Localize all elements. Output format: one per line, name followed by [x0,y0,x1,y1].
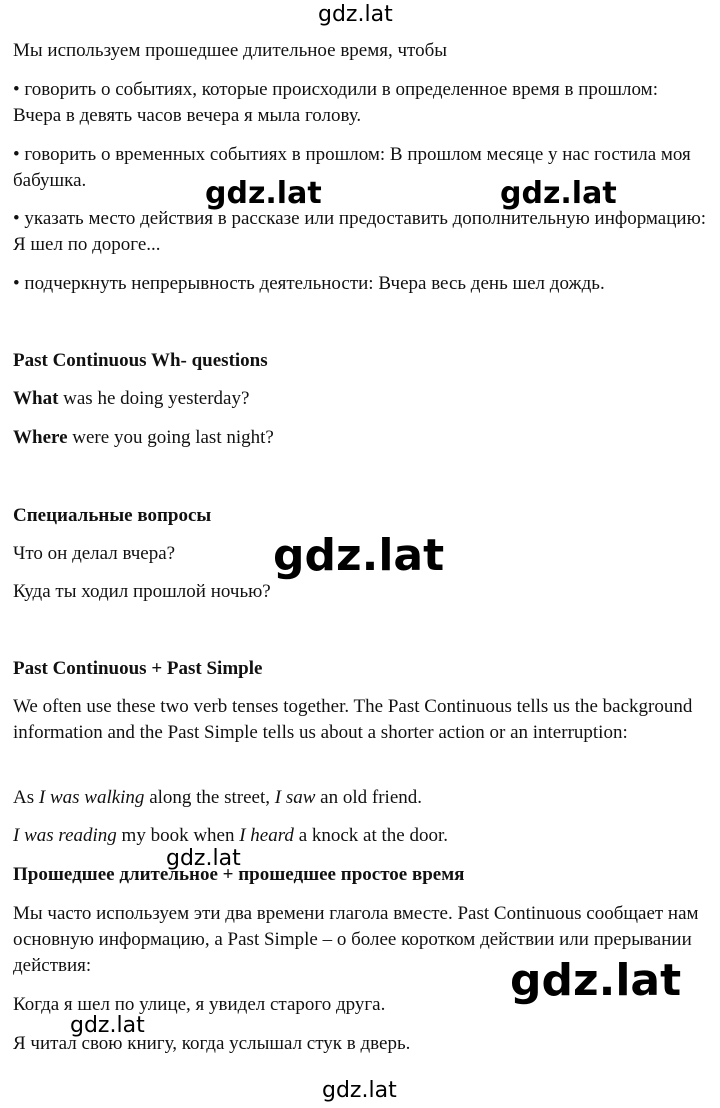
watermark-bottom: gdz.lat [322,1078,397,1103]
watermark-big-right: gdz.lat [510,955,682,1006]
wh-question-2-text: were you going last night? [67,427,274,448]
bullet-2: • говорить о временных событиях в прошлом: В прошлом месяце у нас гостила моя бабушка. [13,144,691,191]
watermark-mid-left: gdz.lat [205,176,322,211]
ex2-part-b: my book when [116,825,240,846]
watermark-small-center: gdz.lat [166,846,241,871]
ex2-part-a: I was reading [13,825,117,846]
watermark-small-left: gdz.lat [70,1013,145,1038]
ex1-part-c: along the street, [144,787,275,808]
special-heading: Специальные вопросы [13,505,212,526]
combo-ru-text: Мы часто используем эти два времени глагола вместе. Past Continuous сообщает нам основную информацию, а Past Simple – о более коротком действии или прерывании действия: [13,903,699,976]
combo-ru-heading: Прошедшее длительное + прошедшее простое время [13,864,465,885]
wh-heading: Past Continuous Wh- questions [13,350,268,371]
wh-word-what: What [13,388,59,409]
ex2-part-c: I heard [239,825,294,846]
combo-text: We often use these two verb tenses together. The Past Continuous tells us the background information and the Past Simple tells us about a shorter action or an interruption: [13,696,693,743]
ex1-part-a: As [13,787,39,808]
wh-question-1 [13,386,708,412]
watermark-mid-right: gdz.lat [500,176,617,211]
intro-lead: Мы используем прошедшее длительное время, чтобы [13,40,448,61]
bullet-1: • говорить о событиях, которые происходили в определенное время в прошлом: Вчера в девять часов вечера я мыла голову. [13,79,658,126]
combo-heading: Past Continuous + Past Simple [13,658,263,679]
combo-ru-example-2: Я читал свою книгу, когда услышал стук в дверь. [13,1033,411,1054]
wh-question-2 [13,425,708,451]
special-question-2: Куда ты ходил прошлой ночью? [13,581,271,602]
ex1-part-e: an old friend. [315,787,422,808]
wh-word-where: Where [13,427,68,448]
bullet-3: • указать место действия в рассказе или предоставить дополнительную информацию: Я шел по дороге... [13,208,707,255]
special-question-1: Что он делал вчера? [13,543,176,564]
ex2-part-d: a knock at the door. [293,825,449,846]
ex1-part-d: I saw [274,787,316,808]
wh-question-1-text: was he doing yesterday? [58,388,250,409]
combo-example-2 [13,823,708,849]
watermark-top: gdz.lat [318,2,393,27]
combo-ru-example-1: Когда я шел по улице, я увидел старого друга. [13,994,386,1015]
combo-example-1 [13,785,708,811]
bullet-4: • подчеркнуть непрерывность деятельности: Вчера весь день шел дождь. [13,273,605,294]
watermark-center: gdz.lat [273,530,445,581]
ex1-part-b: I was walking [38,787,145,808]
